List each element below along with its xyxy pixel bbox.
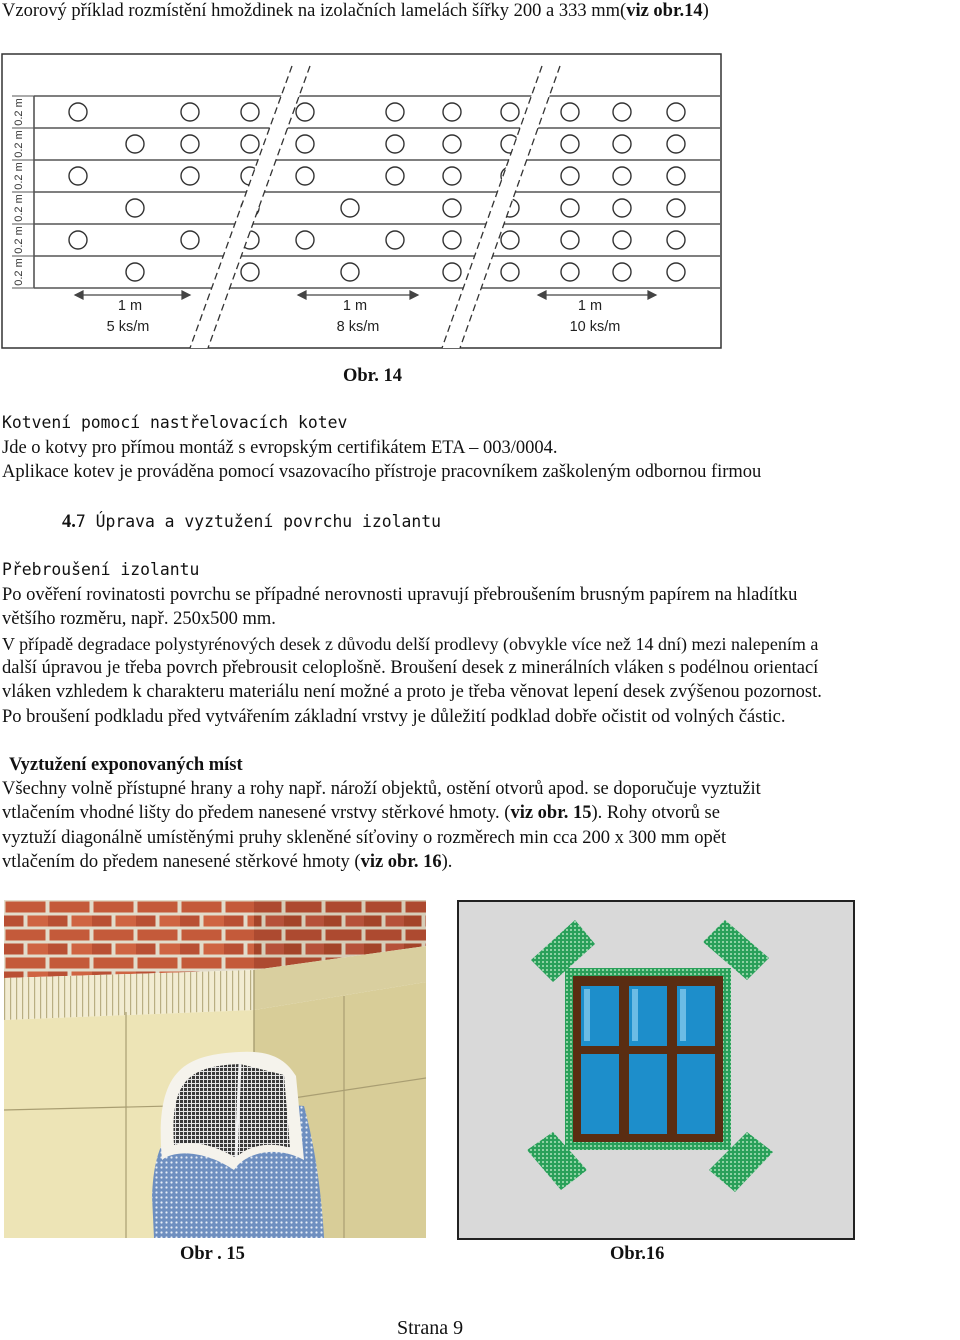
sanding-line: většího rozměru, např. 250x500 mm. (2, 609, 276, 630)
dowel-mark (667, 135, 685, 153)
dowel-mark (443, 263, 461, 281)
figure-14-caption: Obr. 14 (343, 366, 402, 386)
dowel-mark (501, 103, 519, 121)
row-height-label: 0.2 m (13, 226, 25, 254)
dowel-mark (241, 135, 259, 153)
row-height-label: 0.2 m (13, 194, 25, 222)
dowel-mark (613, 167, 631, 185)
dowel-mark (443, 135, 461, 153)
dowel-mark (561, 103, 579, 121)
dowel-mark (443, 231, 461, 249)
dowel-mark (667, 167, 685, 185)
dowel-mark (613, 135, 631, 153)
figure-15-corner-illustration (4, 900, 426, 1238)
sanding-heading: Přebroušení izolantu (2, 560, 200, 579)
dowel-mark (667, 231, 685, 249)
sanding-line: V případě degradace polystyrénových desek z důvodu delší prodlevy (obvykle více než 14 dní) mezi nalepením a (2, 633, 819, 654)
dowel-mark (501, 231, 519, 249)
reinforce-ref-15: viz obr. 15 (510, 803, 592, 824)
row-height-label: 0.2 m (13, 98, 25, 126)
dowel-mark (386, 231, 404, 249)
intro-line (2, 0, 709, 23)
reinforce-heading: Vyztužení exponovaných míst (9, 755, 243, 775)
dowel-mark (443, 199, 461, 217)
reinforce-text: vtlačením vhodné lišty do předem nanesené vrstvy stěrkové hmoty. ( (2, 803, 511, 824)
dowel-mark (241, 263, 259, 281)
dowel-mark (667, 103, 685, 121)
dowel-mark (561, 199, 579, 217)
dowel-mark (69, 103, 87, 121)
dowel-mark (501, 263, 519, 281)
section-3-width: 1 m (577, 298, 603, 314)
row-height-label: 0.2 m (13, 258, 25, 286)
anchors-heading: Kotvení pomocí nastřelovacích kotev (2, 413, 348, 432)
intro-close: ) (702, 1, 709, 21)
intro-ref: viz obr.14 (626, 1, 703, 21)
dowel-mark (667, 263, 685, 281)
section-2-density: 8 ks/m (336, 319, 380, 335)
anchors-line-1: Jde o kotvy pro přímou montáž s evropským certifikátem ETA – 003/0004. (2, 438, 558, 458)
reinforce-line: vyztuží diagonálně umístěnými pruhy skleněné síťoviny o rozměrech min cca 200 x 300 mm opět (2, 827, 727, 848)
dowel-mark (69, 231, 87, 249)
dowel-mark (613, 103, 631, 121)
figure-16-caption: Obr.16 (610, 1244, 665, 1264)
dowel-mark (181, 135, 199, 153)
section-2-width: 1 m (342, 298, 368, 314)
dowel-mark (386, 135, 404, 153)
section-title (62, 510, 441, 534)
dowel-mark (561, 135, 579, 153)
dowel-mark (386, 103, 404, 121)
dowel-mark (443, 167, 461, 185)
reinforce-text: ). (441, 851, 453, 872)
reinforce-text: ). Rohy otvorů se (591, 803, 720, 824)
dowel-mark (296, 167, 314, 185)
sanding-line: vláken vzhledem k charakteru materiálu není možné a proto je třeba věnovat lepení desek zvýšenou pozornost. (2, 682, 822, 703)
page-number: Strana 9 (397, 1317, 464, 1339)
sanding-line: Po ověření rovinatosti povrchu se případné nerovnosti upravují přebroušením brusným papírem na hladítku (2, 585, 798, 605)
dowel-mark (296, 135, 314, 153)
reinforce-line: Všechny volně přístupné hrany a rohy např. nároží objektů, ostění otvorů apod. se doporučuje vyztužit (2, 779, 761, 799)
dowel-mark (296, 103, 314, 121)
dowel-mark (341, 199, 359, 217)
sanding-line: další úpravou je třeba povrch přebrousit celoplošně. Broušení desek z minerálních vláken s podélnou orientací (2, 657, 819, 678)
dowel-mark (341, 263, 359, 281)
row-height-label: 0.2 m (13, 162, 25, 190)
reinforce-text: vtlačením do předem nanesené stěrkové hmoty ( (2, 851, 361, 872)
section-1-width: 1 m (117, 298, 143, 314)
dowel-mark (181, 103, 199, 121)
reinforce-line (2, 850, 452, 874)
dowel-mark (296, 231, 314, 249)
section-3-density: 10 ks/m (569, 319, 621, 335)
dowel-mark (181, 231, 199, 249)
dowel-mark (69, 167, 87, 185)
dowel-mark (126, 135, 144, 153)
dowel-mark (241, 103, 259, 121)
reinforce-ref-16: viz obr. 16 (360, 851, 442, 872)
dowel-mark (613, 199, 631, 217)
dowel-mark (667, 199, 685, 217)
dowel-mark (386, 167, 404, 185)
dowel-mark (613, 231, 631, 249)
sanding-paragraph (2, 583, 960, 733)
intro-text: Vzorový příklad rozmístění hmoždinek na izolačních lamelách šířky 200 a 333 mm( (2, 1, 627, 21)
dowel-mark (443, 103, 461, 121)
figure-15-caption: Obr . 15 (180, 1244, 245, 1264)
sanding-line: Po broušení podkladu před vytvářením základní vrstvy je důležití podklad dobře očistit od volných částic. (2, 706, 786, 727)
dowel-mark (561, 167, 579, 185)
dowel-mark (613, 263, 631, 281)
section-number: 4. (62, 512, 76, 532)
row-height-label: 0.2 m (13, 130, 25, 158)
section-title-text: 7 Úprava a vyztužení povrchu izolantu (75, 512, 441, 531)
dowel-mark (126, 199, 144, 217)
anchors-line-2: Aplikace kotev je prováděna pomocí vsazovacího přístroje pracovníkem zaškoleným odbornou firmou (2, 462, 762, 482)
figure-14-diagram (0, 52, 724, 350)
dowel-mark (126, 263, 144, 281)
dowel-mark (561, 231, 579, 249)
dowel-mark (561, 263, 579, 281)
reinforce-line (2, 801, 720, 825)
dowel-mark (181, 167, 199, 185)
reinforce-paragraph (2, 777, 902, 877)
section-1-density: 5 ks/m (106, 319, 150, 335)
figure-16-window-illustration (457, 900, 855, 1240)
